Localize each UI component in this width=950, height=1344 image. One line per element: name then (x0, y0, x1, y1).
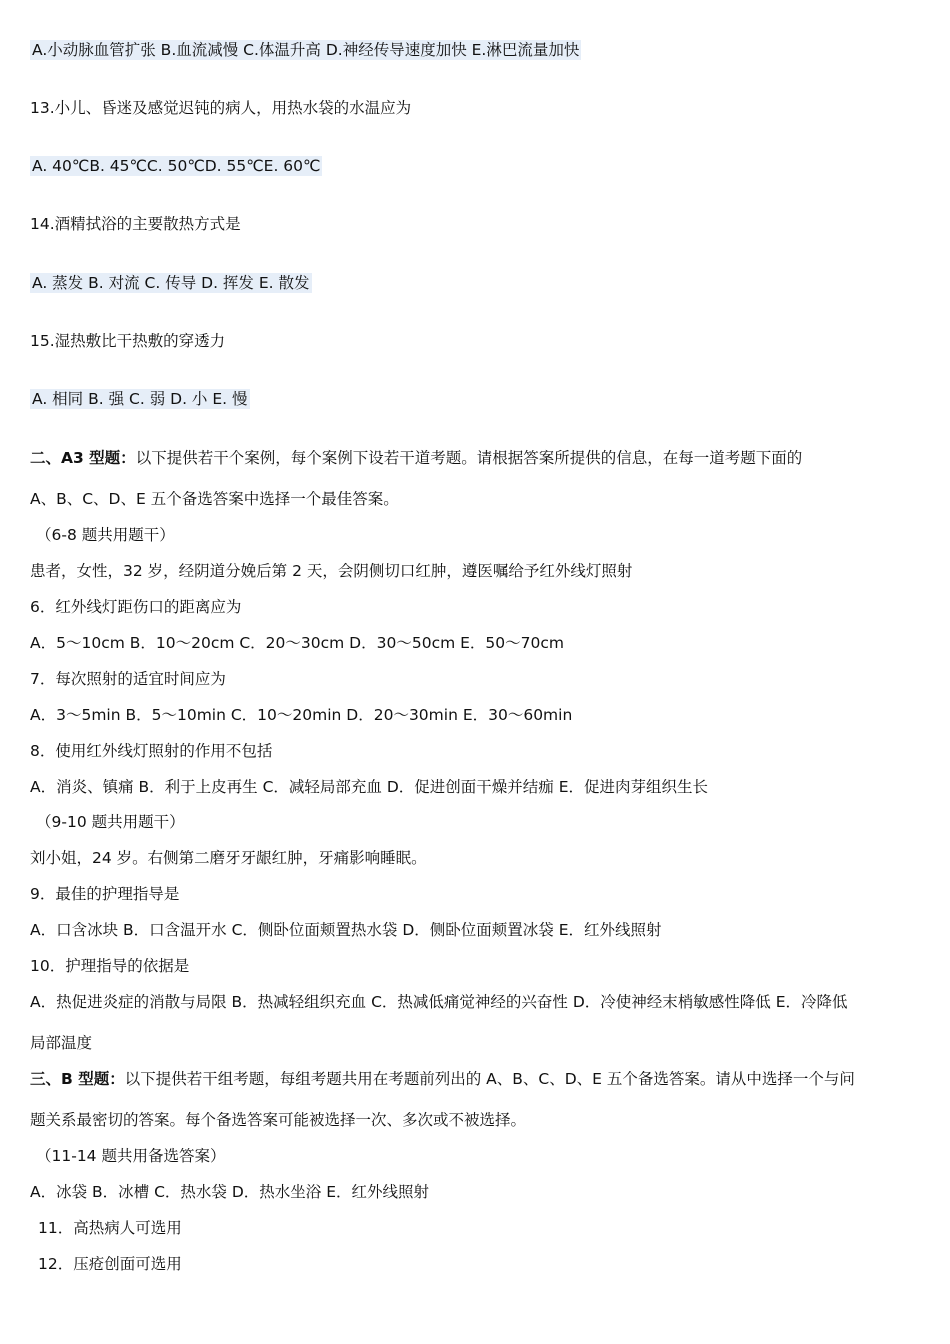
group1-label: （6-8 题共用题干） (36, 526, 175, 544)
q14-options: A. 蒸发 B. 对流 C. 传导 D. 挥发 E. 散发 (32, 274, 310, 292)
q12-stem: 12．压疮创面可选用 (38, 1255, 182, 1273)
q13-options: A. 40℃B. 45℃C. 50℃D. 55℃E. 60℃ (32, 157, 321, 175)
q15-stem: 15.湿热敷比干热敷的穿透力 (30, 332, 226, 350)
q9-options: A．口含冰块 B．口含温开水 C．侧卧位面颊置热水袋 D．侧卧位面颊置冰袋 E．红外线照射 (30, 921, 662, 939)
section3-heading-text: 以下提供若干组考题，每组考题共用在考题前列出的 A、B、C、D、E 五个备选答案。请从中选择一个与问 (124, 1070, 855, 1088)
q8-stem: 8．使用红外线灯照射的作用不包括 (30, 742, 273, 760)
group1-case: 患者，女性，32 岁，经阴道分娩后第 2 天，会阴侧切口红肿，遵医嘱给予红外线灯照射 (30, 562, 633, 580)
q8-options: A．消炎、镇痛 B．利于上皮再生 C．减轻局部充血 D．促进创面干燥并结痂 E．促进肉芽组织生长 (30, 778, 708, 796)
q10-options: A．热促进炎症的消散与局限 B．热减轻组织充血 C．热减低痛觉神经的兴奋性 D．冷使神经末梢敏感性降低 E．冷降低 (30, 993, 848, 1011)
q6-options: A．5～10cm B．10～20cm C．20～30cm D．30～50cm E．50～70cm (30, 634, 564, 652)
section2-heading (30, 448, 802, 468)
q7-stem: 7．每次照射的适宜时间应为 (30, 670, 226, 688)
q14-stem: 14.酒精拭浴的主要散热方式是 (30, 215, 241, 233)
q7-options: A．3～5min B．5～10min C．10～20min D．20～30min E．30～60min (30, 706, 573, 724)
q12-options: A.小动脉血管扩张 B.血流减慢 C.体温升高 D.神经传导速度加快 E.淋巴流量加快 (32, 41, 580, 59)
q9-stem: 9．最佳的护理指导是 (30, 885, 180, 903)
section2-heading-bold: 二、A3 型题： (30, 449, 136, 467)
group2-label: （9-10 题共用题干） (36, 813, 185, 831)
section2-heading-cont: A、B、C、D、E 五个备选答案中选择一个最佳答案。 (30, 490, 399, 508)
q10-stem: 10．护理指导的依据是 (30, 957, 190, 975)
q11-stem: 11．高热病人可选用 (38, 1219, 182, 1237)
section3-heading-bold: 三、B 型题： (30, 1070, 125, 1088)
section3-heading-cont: 题关系最密切的答案。每个备选答案可能被选择一次、多次或不被选择。 (30, 1111, 527, 1129)
section3-heading (30, 1069, 855, 1089)
q13-stem: 13.小儿、昏迷及感觉迟钝的病人，用热水袋的水温应为 (30, 99, 412, 117)
group2-case: 刘小姐，24 岁。右侧第二磨牙牙龈红肿，牙痛影响睡眠。 (30, 849, 427, 867)
q10-options-cont: 局部温度 (30, 1034, 93, 1052)
q15-options: A. 相同 B. 强 C. 弱 D. 小 E. 慢 (32, 390, 248, 408)
q6-stem: 6．红外线灯距伤口的距离应为 (30, 598, 242, 616)
section2-heading-text: 以下提供若干个案例，每个案例下设若干道考题。请根据答案所提供的信息，在每一道考题下面的 (135, 449, 803, 467)
group3-label: （11-14 题共用备选答案） (36, 1147, 226, 1165)
shared-options: A．冰袋 B．冰槽 C．热水袋 D．热水坐浴 E．红外线照射 (30, 1183, 429, 1201)
